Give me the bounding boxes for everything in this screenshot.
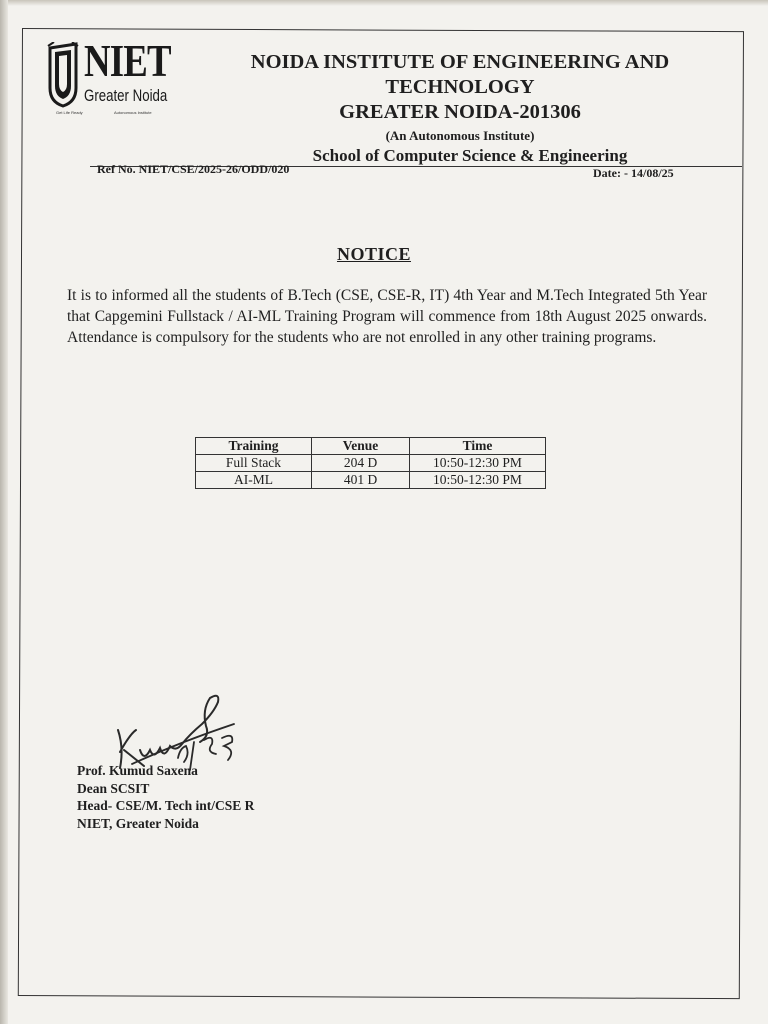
cell-training: AI-ML — [196, 472, 312, 489]
logo-tagline-left: Get Life Ready — [56, 110, 83, 115]
table-header-row — [196, 438, 546, 455]
notice-title: NOTICE — [336, 244, 411, 264]
school-name: School of Computer Science & Engineering — [312, 146, 628, 165]
institute-header — [210, 50, 710, 166]
cell-venue: 204 D — [312, 455, 410, 472]
logo-wordmark: NIET — [84, 35, 171, 86]
scan-edge-top — [0, 0, 768, 6]
logo-tagline-right: Autonomous Institute — [114, 110, 152, 115]
institute-autonomous: (An Autonomous Institute) — [385, 128, 535, 143]
cell-time: 10:50-12:30 PM — [410, 455, 546, 472]
institute-city: GREATER NOIDA-201306 — [339, 101, 581, 123]
notice-date: Date: - 14/08/25 — [593, 166, 674, 180]
header-training: Training — [196, 438, 312, 455]
reference-number: Ref No. NIET/CSE/2025-26/ODD/020 — [97, 162, 290, 176]
cell-time: 10:50-12:30 PM — [410, 472, 546, 489]
signatory-block — [77, 762, 254, 832]
notice-body: It is to informed all the students of B.Tech (CSE, CSE-R, IT) 4th Year and M.Tech Integrated 5th Year that Capgemini Fullstack / AI-ML Training Program will commence from 18th August 2025 onwards. Attendance is compulsory for the students who are not enrolled in any other training programs. — [67, 287, 707, 346]
institute-name-line2: TECHNOLOGY — [385, 76, 535, 98]
logo-city: Greater Noida — [84, 86, 168, 105]
header-venue: Venue — [312, 438, 410, 455]
header-time: Time — [410, 438, 546, 455]
signatory-designation: Dean SCSIT — [77, 780, 150, 796]
table-row — [196, 455, 546, 472]
institute-name-line1: NOIDA INSTITUTE OF ENGINEERING AND — [250, 51, 670, 73]
scan-edge-left — [0, 0, 8, 1024]
signatory-name: Prof. Kumud Saxena — [77, 763, 198, 778]
niet-logo — [46, 35, 176, 120]
signatory-organization: NIET, Greater Noida — [77, 815, 199, 831]
signatory-role: Head- CSE/M. Tech int/CSE R — [77, 798, 255, 813]
niet-emblem-icon — [46, 42, 80, 108]
training-schedule-table — [195, 437, 546, 489]
cell-training: Full Stack — [196, 455, 312, 472]
table-row — [196, 472, 546, 489]
cell-venue: 401 D — [312, 472, 410, 489]
